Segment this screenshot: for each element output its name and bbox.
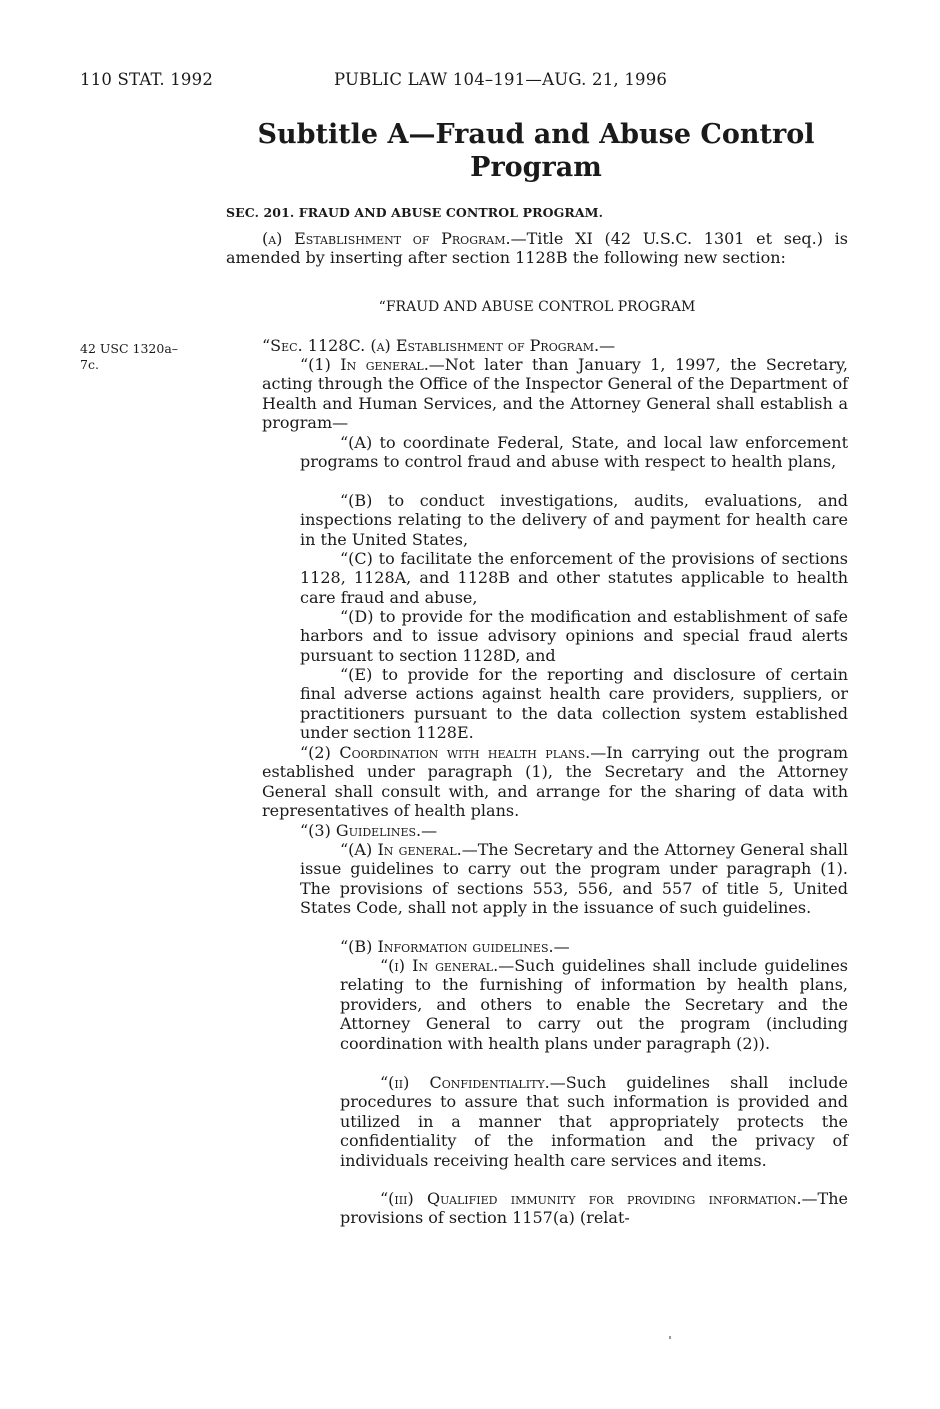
paragraph-3a-text: —The Secretary and the Attorney General shall issue guidelines to carry out the program under paragraph (1). The provisions of sections 553, 556, and 557 of title 5, United States Code, shall not apply in the issuance of such guidelines.: [300, 840, 848, 918]
section-1128c-label: “Sec. 1128C. (a) Establishment of Program.: [262, 336, 600, 355]
section-heading: SEC. 201. FRAUD AND ABUSE CONTROL PROGRAM.: [226, 205, 604, 220]
paragraph-3b-iii-text: —The provisions of section 1157(a) (relat-: [340, 1189, 848, 1228]
paragraph-1-text: —Not later than January 1, 1997, the Secretary, acting through the Office of the Inspector General of the Department of Health and Human Services, and the Attorney General shall establish a program—: [262, 355, 848, 433]
paragraph-2-text: —In carrying out the program established under paragraph (1), the Secretary and the Attorney General shall consult with, and arrange for the sharing of data with representatives of health plans.: [262, 743, 848, 821]
paragraph-2: [262, 743, 848, 821]
paragraph-1-label: “(1) In general.: [300, 355, 429, 374]
paragraph-3b-label: “(B) Information guidelines.: [340, 937, 554, 956]
paragraph-3-label: “(3) Guidelines.: [300, 821, 422, 840]
section-1128c-heading: [262, 336, 848, 355]
list-item: “(C) to facilitate the enforcement of the provisions of sections 1128, 1128A, and 1128B and other statutes applicable to health care fraud and abuse,: [300, 549, 848, 607]
paragraph-3b-iii: [340, 1189, 848, 1228]
paragraph-3: [262, 821, 848, 840]
paragraph-3b-i-text: —Such guidelines shall include guidelines relating to the furnishing of information by health plans, providers, and others to enable the Secretary and the Attorney General to carry out the program (including coordination with health plans under paragraph (2)).: [340, 956, 848, 1053]
page-reference: 110 STAT. 1992: [80, 70, 214, 89]
running-header: [80, 70, 860, 96]
inserted-section-heading: “FRAUD AND ABUSE CONTROL PROGRAM: [378, 299, 696, 315]
paragraph-2-label: “(2) Coordination with health plans.: [300, 743, 591, 762]
paragraph-3-dash: —: [421, 821, 438, 840]
paragraph-3b-i-label: “(i) In general.: [380, 956, 499, 975]
paragraph-3b-dash: —: [553, 937, 570, 956]
list-item: “(A) to coordinate Federal, State, and local law enforcement programs to control fraud and abuse with respect to health plans,: [300, 433, 848, 472]
paragraph-3b-ii-text: —Such guidelines shall include procedures to assure that such information is provided and utilized in a manner that appropriately protects the confidentiality of the information and the privacy of individuals receiving health care services and items.: [340, 1073, 848, 1170]
paragraph-3b-iii-label: “(iii) Qualified immunity for providing information.: [380, 1189, 802, 1208]
subtitle-title: [226, 118, 846, 184]
list-item: “(B) to conduct investigations, audits, evaluations, and inspections relating to the delivery of and payment for health care in the United States,: [300, 491, 848, 549]
paragraph-1: [262, 355, 848, 433]
scan-speck: [669, 1336, 671, 1339]
paragraph-3a-label: “(A) In general.: [340, 840, 462, 859]
paragraph-3a: [300, 840, 848, 918]
title-line-2: Program: [470, 152, 602, 183]
list-item: “(E) to provide for the reporting and disclosure of certain final adverse actions against health care providers, suppliers, or practitioners pursuant to the data collection system established under section 1128E.: [300, 665, 848, 743]
list-item: “(D) to provide for the modification and establishment of safe harbors and to issue advisory opinions and special fraud alerts pursuant to section 1128D, and: [300, 607, 848, 665]
intro-paragraph: [226, 229, 848, 268]
paragraph-3b-ii: [340, 1073, 848, 1170]
paragraph-3b-ii-label: “(ii) Confidentiality.: [380, 1073, 550, 1092]
section-1128c-dash: —: [599, 336, 616, 355]
margin-note: [80, 341, 210, 373]
margin-note-line-1: 42 USC 1320a–: [80, 341, 179, 356]
margin-note-line-2: 7c.: [80, 357, 99, 372]
paragraph-3b: [300, 937, 848, 956]
intro-label: (a) Establishment of Program.: [262, 229, 511, 248]
paragraph-3b-i: [340, 956, 848, 1053]
title-line-1: Subtitle A—Fraud and Abuse Control: [257, 119, 815, 150]
law-reference: PUBLIC LAW 104–191—AUG. 21, 1996: [334, 70, 668, 89]
intro-text: —Title XI (42 U.S.C. 1301 et seq.) is amended by inserting after section 1128B the following new section:: [226, 229, 849, 268]
